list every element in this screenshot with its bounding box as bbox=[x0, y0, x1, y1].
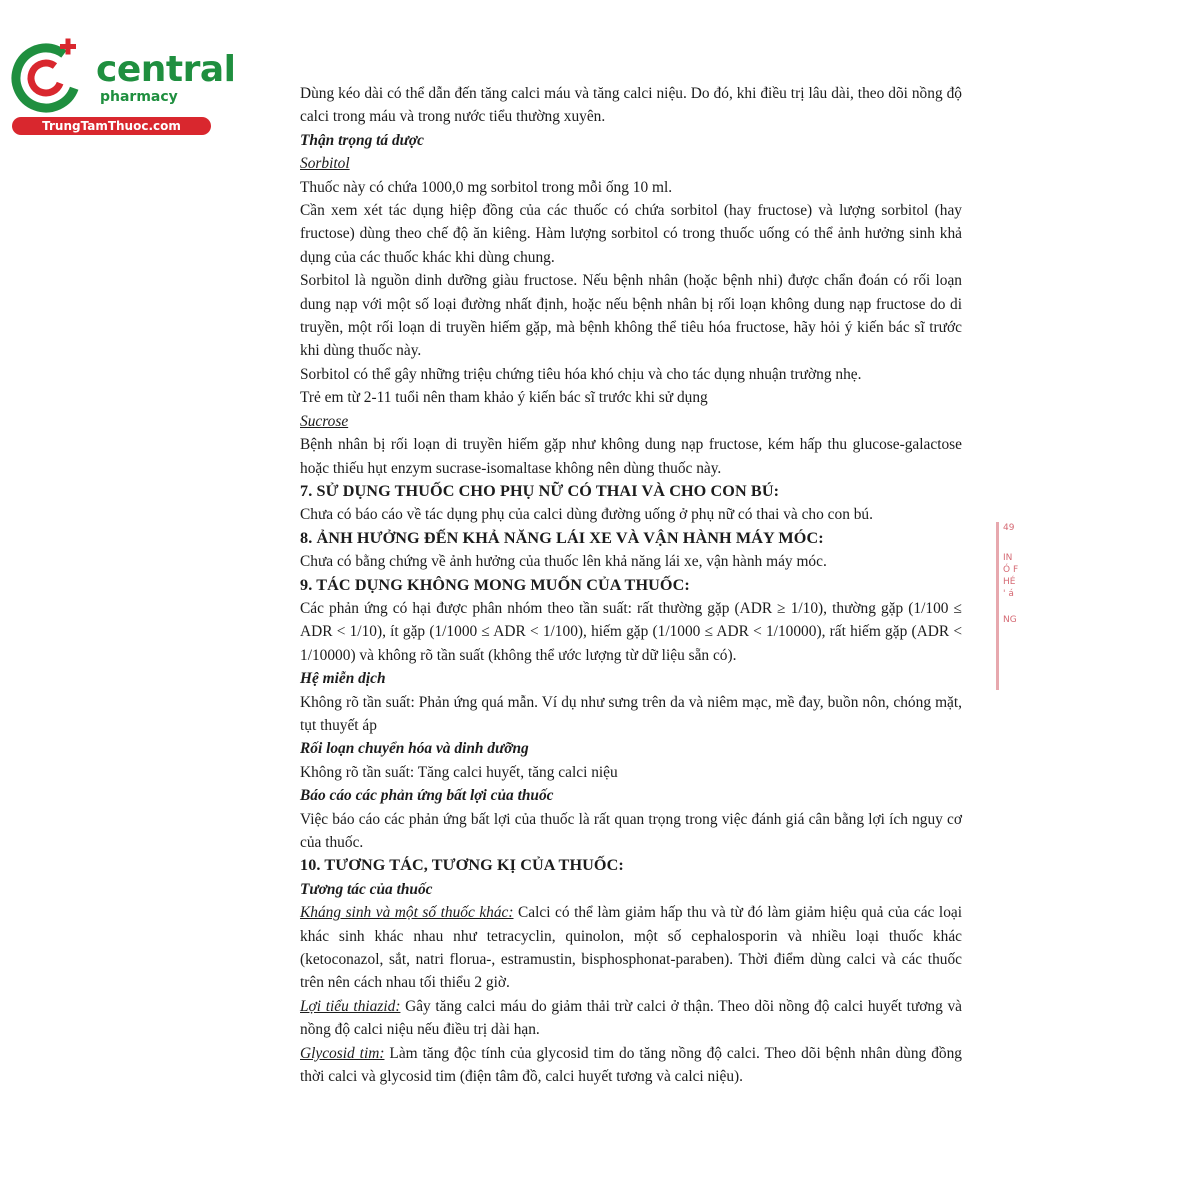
sucrose-title: Sucrose bbox=[300, 412, 349, 430]
metabolism-heading: Rối loạn chuyển hóa và dinh dưỡng bbox=[300, 740, 529, 758]
section-8-heading: 8. ẢNH HƯỞNG ĐẾN KHẢ NĂNG LÁI XE VÀ VẬN HÀNH MÁY MÓC: bbox=[300, 528, 824, 547]
immune-system-paragraph: Không rõ tần suất: Phản ứng quá mẫn. Ví dụ như sưng trên da và niêm mạc, mề đay, buồn nôn, chóng mặt, tụt thuyết áp bbox=[300, 693, 962, 734]
section-7-heading: 7. SỬ DỤNG THUỐC CHO PHỤ NỮ CÓ THAI VÀ CHO CON BÚ: bbox=[300, 481, 780, 500]
interactions-heading: Tương tác của thuốc bbox=[300, 880, 433, 898]
stamp-line-6: NG bbox=[1003, 615, 1017, 625]
glycoside-label: Glycosid tim: bbox=[300, 1044, 385, 1062]
sorbitol-paragraph-1: Thuốc này có chứa 1000,0 mg sorbitol trong mỗi ống 10 ml. bbox=[300, 178, 673, 196]
central-pharmacy-logo bbox=[10, 38, 236, 138]
paragraph-long-term-use: Dùng kéo dài có thể dẫn đến tăng calci máu và tăng calci niệu. Do đó, khi điều trị lâu dài, theo dõi nồng độ calci trong máu và trong nước tiểu thường xuyên. bbox=[300, 85, 962, 126]
adverse-report-heading: Báo cáo các phản ứng bất lợi của thuốc bbox=[300, 787, 554, 805]
section-8-paragraph: Chưa có bằng chứng về ảnh hưởng của thuốc lên khả năng lái xe, vận hành máy móc. bbox=[300, 553, 827, 571]
document-body bbox=[300, 82, 962, 1088]
logo-mark-icon bbox=[10, 38, 86, 114]
logo-subtitle: pharmacy bbox=[100, 89, 178, 105]
thiazide-label: Lợi tiểu thiazid: bbox=[300, 997, 401, 1015]
stamp-line-1: 49 bbox=[1003, 523, 1015, 533]
stamp-line-3: Ó F bbox=[1003, 565, 1019, 575]
antibiotics-text: Calci có thể làm giảm hấp thu và từ đó làm giảm hiệu quả của các loại khác sinh khác nhau như tetracyclin, quinolon, một số cephalosporin và nhiều loại thuốc khác (ketoconazol, sắt, natri florua-, estramustin, bisphosphonat-paraben). Thời điểm dùng calci và các thuốc trên nên cách nhau tối thiểu 2 giờ. bbox=[300, 904, 962, 992]
section-9-heading: 9. TÁC DỤNG KHÔNG MONG MUỐN CỦA THUỐC: bbox=[300, 575, 690, 594]
sorbitol-paragraph-2: Cần xem xét tác dụng hiệp đồng của các thuốc có chứa sorbitol (hay fructose) và lượng sorbitol (hay fructose) dùng theo chế độ ăn kiêng. Hàm lượng sorbitol có trong thuốc uống có thể ảnh hưởng sinh khả dụng của các thuốc khác khi dùng chung. bbox=[300, 202, 962, 266]
excipients-caution-heading: Thận trọng tá dược bbox=[300, 131, 424, 149]
sucrose-paragraph: Bệnh nhân bị rối loạn di truyền hiếm gặp như không dung nạp fructose, kém hấp thu glucose-galactose hoặc thiếu hụt enzym sucrase-isomaltase không nên dùng thuốc này. bbox=[300, 436, 962, 477]
logo-name: central bbox=[96, 49, 236, 90]
adverse-report-paragraph: Việc báo cáo các phản ứng bất lợi của thuốc là rất quan trọng trong việc đánh giá cân bằng lợi ích nguy cơ của thuốc. bbox=[300, 810, 962, 851]
stamp-line-4: HÉ bbox=[1003, 577, 1016, 587]
glycoside-text: Làm tăng độc tính của glycosid tim do tăng nồng độ calci. Theo dõi bệnh nhân dùng đồng thời calci và glycosid tim (điện tâm đồ, calci huyết tương và calci niệu). bbox=[300, 1044, 962, 1086]
thiazide-paragraph bbox=[300, 995, 962, 1042]
immune-system-heading: Hệ miễn dịch bbox=[300, 670, 386, 688]
sorbitol-paragraph-3: Sorbitol là nguồn dinh dưỡng giàu fructose. Nếu bệnh nhân (hoặc bệnh nhi) được chẩn đoán có rối loạn dung nạp với một số loại đường nhất định, hoặc nếu bệnh nhân bị rối loạn không dung nạp fructose do di truyền, một rối loạn di truyền hiếm gặp, mà bệnh không thể tiêu hóa fructose, hãy hỏi ý kiến bác sĩ trước khi dùng thuốc này. bbox=[300, 272, 962, 360]
section-9-paragraph: Các phản ứng có hại được phân nhóm theo tần suất: rất thường gặp (ADR ≥ 1/10), thường gặp (1/100 ≤ ADR < 1/10), ít gặp (1/1000 ≤ ADR < 1/100), hiếm gặp (1/1000 ≤ ADR < 1/10000), rất hiếm gặp (ADR < 1/10000) và không rõ tần suất (không thể ước lượng từ dữ liệu sẵn có). bbox=[300, 599, 962, 664]
sorbitol-paragraph-5: Trẻ em từ 2-11 tuổi nên tham khảo ý kiến bác sĩ trước khi sử dụng bbox=[300, 389, 708, 407]
logo-banner: TrungTamThuoc.com bbox=[12, 117, 211, 135]
sorbitol-title: Sorbitol bbox=[300, 155, 350, 173]
sorbitol-paragraph-4: Sorbitol có thể gây những triệu chứng tiêu hóa khó chịu và cho tác dụng nhuận trường nhẹ. bbox=[300, 365, 862, 383]
thiazide-text: Gây tăng calci máu do giảm thải trừ calci ở thận. Theo dõi nồng độ calci huyết tương và nồng độ calci niệu nếu điều trị dài hạn. bbox=[300, 997, 962, 1039]
stamp-line-5: ' á bbox=[1003, 589, 1014, 599]
section-7-paragraph: Chưa có báo cáo về tác dụng phụ của calci dùng đường uống ở phụ nữ có thai và cho con bú. bbox=[300, 506, 873, 524]
stamp-line-2: IN bbox=[1003, 553, 1013, 563]
section-10-heading: 10. TƯƠNG TÁC, TƯƠNG KỊ CỦA THUỐC: bbox=[300, 856, 624, 875]
glycoside-paragraph bbox=[300, 1042, 962, 1089]
antibiotics-paragraph bbox=[300, 901, 962, 995]
red-stamp-fragment bbox=[996, 522, 1025, 690]
antibiotics-label: Kháng sinh và một số thuốc khác: bbox=[300, 904, 514, 922]
metabolism-paragraph: Không rõ tần suất: Tăng calci huyết, tăng calci niệu bbox=[300, 763, 618, 781]
